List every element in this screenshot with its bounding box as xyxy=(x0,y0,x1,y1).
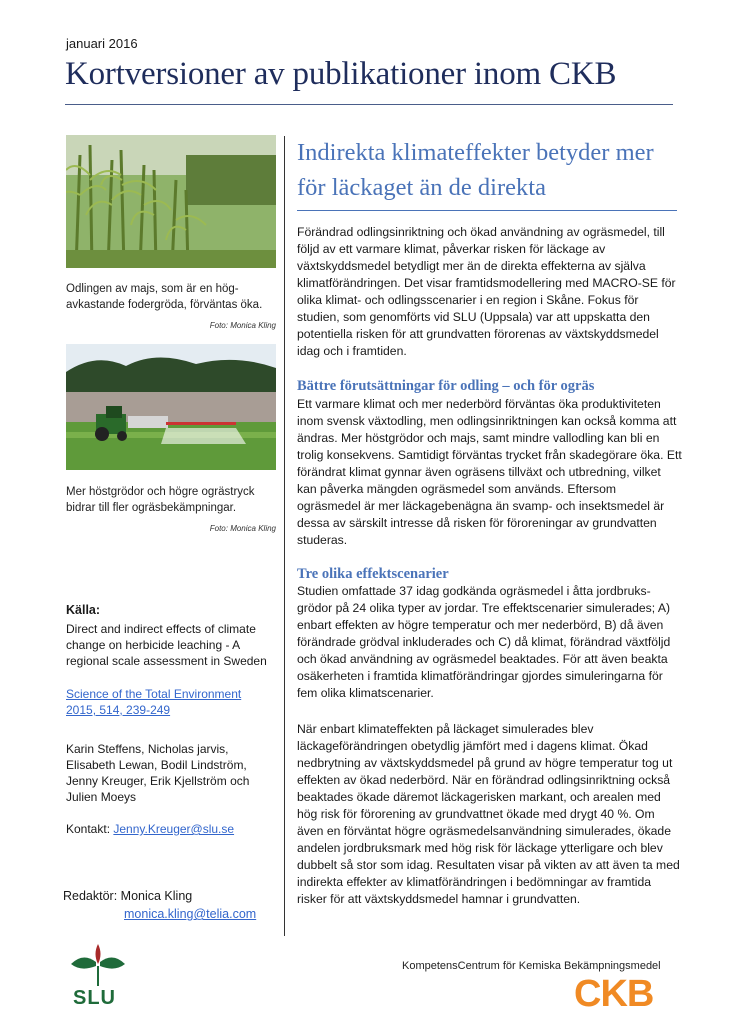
source-heading: Källa: xyxy=(66,603,101,617)
journal-link[interactable] xyxy=(66,686,281,718)
contact-email-link[interactable]: Jenny.Kreuger@slu.se xyxy=(113,822,235,836)
article-title-divider xyxy=(297,210,677,211)
tractor-spraying-photo xyxy=(66,344,276,470)
editor-label: Redaktör: Monica Kling xyxy=(63,889,193,903)
authors: Karin Steffens, Nicholas jarvis, Elisabeth Lewan, Bodil Lindström, Jenny Kreuger, Erik Kjellström och Julien Moeys xyxy=(66,742,250,804)
source-title: Direct and indirect effects of climate change on herbicide leaching - A regional scale assessment in Sweden xyxy=(66,622,267,668)
title-divider xyxy=(65,104,673,105)
article-intro: Förändrad odlingsinriktning och ökad användning av ogräsmedel, till följd av ett varmare klimat, påverkar risken för läckage av växtskyddsmedel betydligt mer än de direkta effekterna av själva klimatförändringen. Det visar framtidsmodellering med MACRO-SE för olika klimat- och odlingsscenarier i en region i Skåne. Fokus för studien, som genomförts vid SLU (Uppsala) var att uppskatta den potentiella risken för att grundvatten förorenas av växtskyddsmedel idag och i framtiden. xyxy=(297,225,676,358)
ckb-logo: CKB xyxy=(574,973,654,1015)
section1-heading: Bättre förutsättningar för odling – och för ogräs xyxy=(297,378,595,394)
photo2-caption: Mer höstgrödor och högre ogrästryck bidrar till fler ogräsbekämpningar. xyxy=(66,486,255,514)
journal-link-line1[interactable]: Science of the Total Environment xyxy=(66,687,242,701)
slu-logo-text: SLU xyxy=(73,987,116,1009)
issue-date: januari 2016 xyxy=(66,36,138,51)
section1-text: Ett varmare klimat och mer nederbörd förväntas öka produktiviteten inom svensk växtodling, men odlingsinriktningen kan också komma att ändras. Mer höstgrödor och majs, samt mindre vallodling kan bli en trolig konsekvens. Samtidigt förväntas trycket från skadegörare öka. Ett förändrat klimat gynnar även ogräsens tillväxt och utbredning, vilket kan påverka mängden ogräsmedel som används. Eftersom ogräsmedel är mer läckagebenägna än svamp- och insektsmedel är dessa av särskilt intresse då risken för föroreningar av grundvatten studeras. xyxy=(297,397,682,547)
section2-heading: Tre olika effektscenarier xyxy=(297,566,449,582)
corn-field-photo xyxy=(66,135,276,268)
column-divider xyxy=(284,136,285,936)
page-title: Kortversioner av publikationer inom CKB xyxy=(65,56,617,92)
journal-link-line2[interactable]: 2015, 514, 239-249 xyxy=(66,703,171,717)
article-title: Indirekta klimateffekter betyder mer för läckaget än de direkta xyxy=(297,139,654,201)
photo1-credit: Foto: Monica Kling xyxy=(209,321,276,330)
contact-line xyxy=(66,822,234,836)
ckb-organization-name: KompetensCentrum för Kemiska Bekämpningsmedel xyxy=(402,960,661,972)
section2-text: Studien omfattade 37 idag godkända ogräsmedel i åtta jordbruks-grödor på 24 olika typer av jordar. Tre effektscenarier simulerades; A) enbart effekten av högre temperatur och mer nederbörd, B) då även förändrade grödval inkluderades och C) då klimat, förändrad växtföljd och ökad användning av ogräsmedel beaktades. För att även beakta osäkerheten i framtida klimatförändringar gjordes simuleringarna för fem olika klimatscenarier. xyxy=(297,584,671,700)
photo2-credit: Foto: Monica Kling xyxy=(209,524,276,533)
contact-label: Kontakt: xyxy=(66,822,111,836)
photo1-caption: Odlingen av majs, som är en hög-avkastande fodergröda, förväntas öka. xyxy=(66,283,263,311)
section3-text: När enbart klimateffekten på läckaget simulerades blev läckageförändringen obetydlig jämfört med i dagens klimat. Ökad nedbrytning av växtskyddsmedel på grund av högre temperatur tog ut effekten av ökad nederbörd. När en förändrad odlingsinriktning också beaktades ökade däremot läckagerisken markant, och arealen med hög risk för förorening av grundvattnet ökade med drygt 40 %. Om även en förväntat högre ogräsmedelsanvändning simulerades, ökade andelen jordbruksmark med hög risk för läckage ytterligare och blev dubbelt så stor som idag. Resultaten visar på vikten av att även ta med indirekta effekter av klimatförändringen i bedömningar av framtida risker för att växtskyddsmedel hamnar i grundvatten. xyxy=(297,722,680,906)
editor-email-link[interactable]: monica.kling@telia.com xyxy=(124,907,257,921)
